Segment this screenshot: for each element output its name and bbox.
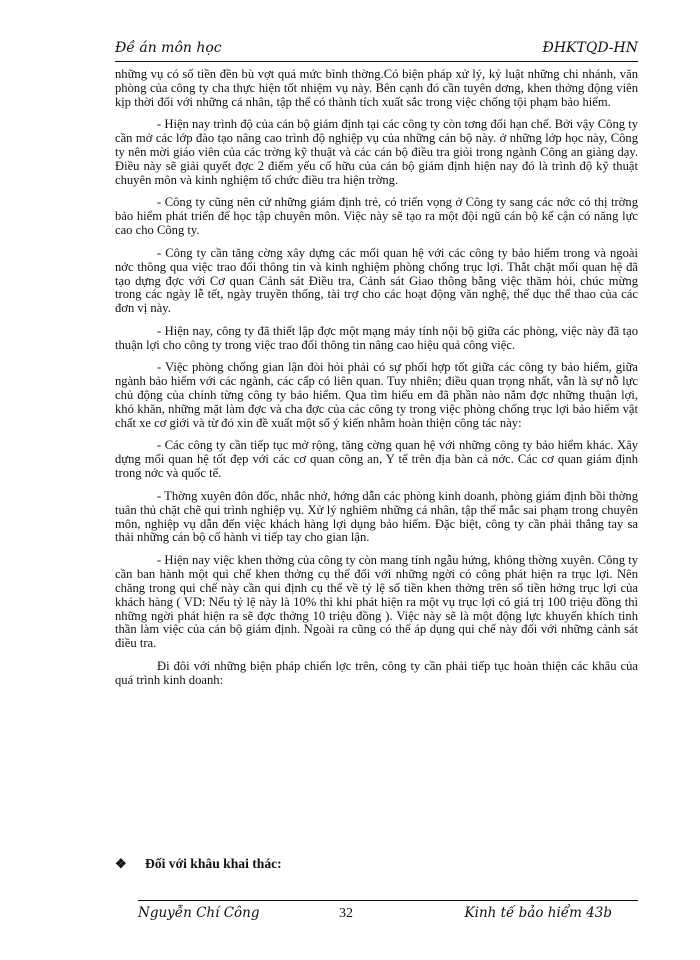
paragraph-8: - Thờng xuyên đôn đốc, nhắc nhở, hớng dẫn các phòng kinh doanh, phòng giám định bồi thờng tuân thủ chặt chẽ qui trình nghiệp vụ. Xử lý nghiêm những cá nhân, tập thể mắc sai phạm trong chuyên môn, nghiệp vụ dẫn đến việc khách hàng lợi dụng bảo hiểm. Đặc biệt, công ty cần phải thẳng tay sa thải những cán bộ cố hành vi tiếp tay cho gian lận. [115,488,638,545]
paragraph-6: - Việc phòng chống gian lận đòi hỏi phải có sự phối hợp tốt giữa các công ty bảo hiểm, giữa ngành bảo hiểm với các ngành, các cấp có liên quan. Tuy nhiên; điều quan trọng nhất, vẫn là sự nỗ lực chủ động của chính từng công ty bảo hiểm. Qua tìm hiểu em đã phần nào nắm đợc những thuận lợi, khó khăn, những mặt làm đợc và cha đợc của các công ty trong việc phòng chống trục lợi bảo hiểm vật chất xe cơ giới và từ đó xin đề xuất một số ý kiến nhằm hoàn thiện công tác này: [115,360,638,430]
body-text [115,68,638,696]
footer-author: Nguyễn Chí Công [138,905,260,921]
header-rule [115,61,638,62]
section-subheading [115,856,282,872]
footer-right-text: Kinh tế bảo hiểm 43b [464,905,612,921]
header-left-text: Đề án môn học [115,40,222,56]
header-right-text: ĐHKTQD-HN [542,40,638,56]
paragraph-4: - Công ty cần tăng cờng xây dựng các mối quan hệ với các công ty bảo hiểm trong và ngoài nớc thông qua việc trao đổi thông tin và kinh nghiệm phòng chống trục lợi. Thắt chặt mối quan hệ đã tạo dựng đợc với Cơ quan Cảnh sát Điều tra, Cảnh sát Giao thông bằng việc thăm hỏi, chúc mừng trong các ngày lễ tết, ngày truyền thống, tài trợ cho các hoạt động văn nghệ, thể dục thể thao của các đơn vị này. [115,245,638,316]
paragraph-2: - Hiện nay trình độ của cán bộ giám định tại các công ty còn tơng đối hạn chế. Bởi vậy Công ty cần mở các lớp đào tạo nâng cao trình độ nghiệp vụ của những cán bộ này. ở những lớp học này, Công ty nên mời giáo viên của các trờng kỹ thuật và các cán bộ điều tra giỏi trong ngành Công an giảng dạy. Điều này sẽ giải quyết đợc 2 điểm yếu cố hữu của cán bộ giám định hiện nay đó là trình độ kỹ thuật chuyên môn và kinh nghiệm tổ chức điều tra hiện trờng. [115,117,638,187]
page-header [115,40,638,60]
paragraph-7: - Các công ty cần tiếp tục mở rộng, tăng cờng quan hệ với những công ty bảo hiểm khác. Xây dựng mối quan hệ tốt đẹp với các cơ quan công an, Y tế trên địa bàn cả nớc. Các cơ quan giám định trong nớc và quốc tế. [115,438,638,481]
paragraph-9: - Hiện nay việc khen thởng của công ty còn mang tính ngẫu hứng, không thờng xuyên. Công ty cần ban hành một qui chế khen thởng cụ thể đối với những ngời có công phát hiện ra trục lợi. Nên chăng trong qui chế này cần qui định cụ thể về tỷ lệ số tiền khen thởng trên số tiền hởng trục lợi của khách hàng ( VD: Nếu tỷ lệ này là 10% thì khi phát hiện ra một vụ trục lợi có giá trị 100 triệu đồng thì những ngời phát hiện ra sẽ đợc thởng 10 triệu đồng ). Việc này sẽ là một động lực khuyến khích tinh thần làm việc của cán bộ giám định. Ngoài ra cũng có thể áp dụng qui chế này đối với những cảnh sát điều tra. [115,552,638,651]
paragraph-3: - Công ty cũng nên cử những giám định trẻ, có triển vọng ở Công ty sang các nớc có thị trờng bảo hiểm phát triển để học tập chuyên môn. Việc này sẽ tạo ra một đội ngũ cán bộ kế cận có năng lực cao cho Công ty. [115,195,638,238]
diamond-bullet-icon: ❖ [115,856,127,871]
subheading-text: Đối với khâu khai thác: [145,856,282,871]
paragraph-5: - Hiện nay, công ty đã thiết lập đợc một mạng máy tính nội bộ giữa các phòng, việc này đã tạo thuận lợi cho công ty trong việc trao đổi thông tin nâng cao hiệu quả công việc. [115,323,638,352]
footer-rule [138,900,638,901]
page-number: 32 [339,906,353,921]
paragraph-1: những vụ có số tiền đền bù vợt quá mức bình thờng.Có biện pháp xử lý, kỷ luật những chi nhánh, văn phòng của công ty cha thực hiện tốt nhiệm vụ này. Bên cạnh đó cần tuyên dơng, khen thởng động viên kịp thời đối với những cá nhân, tập thể có thành tích xuất sắc trong việc chống tội phạm bảo hiểm. [115,67,638,109]
paragraph-10: Đi đôi với những biện pháp chiến lợc trên, công ty cần phải tiếp tục hoàn thiện các khâu của quá trình kinh doanh: [115,658,638,687]
